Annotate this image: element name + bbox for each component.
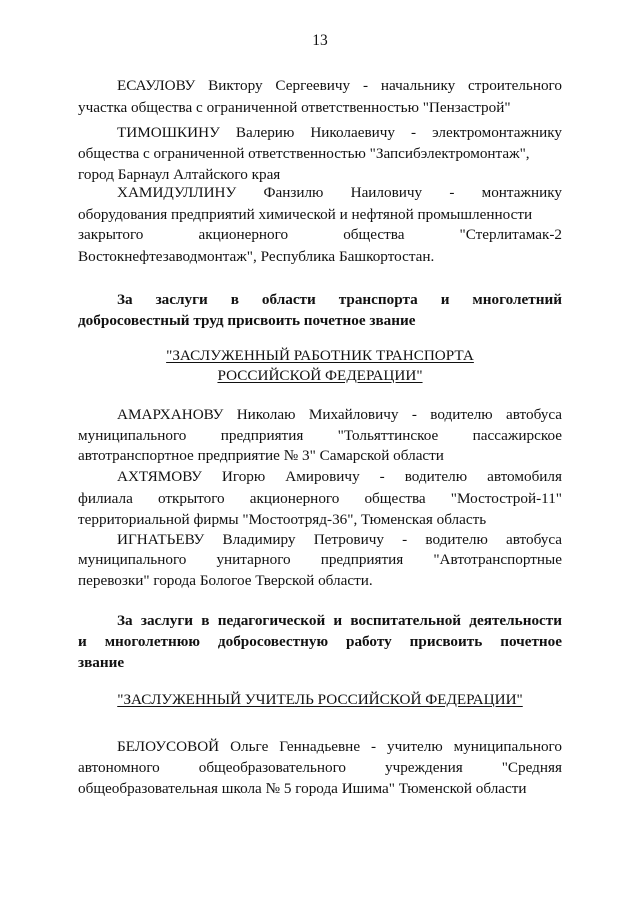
award-entry-line: перевозки" города Бологое Тверской области.: [78, 572, 373, 589]
section-heading-line: добросовестный труд присвоить почетное звание: [78, 312, 416, 329]
award-entry-line: ИГНАТЬЕВУ Владимиру Петровичу - водителю автобуса: [117, 531, 562, 548]
award-entry-line: муниципального предприятия "Тольяттинское пассажирское: [78, 427, 562, 444]
award-entry-line: муниципального унитарного предприятия "Автотранспортные: [78, 551, 562, 568]
award-entry-line: территориальной фирмы "Мостоотряд-36", Тюменская область: [78, 511, 487, 528]
honorary-title-line: "ЗАСЛУЖЕННЫЙ УЧИТЕЛЬ РОССИЙСКОЙ ФЕДЕРАЦИИ": [117, 691, 523, 708]
award-entry-line: ХАМИДУЛЛИНУ Фанзилю Наиловичу - монтажнику: [117, 184, 562, 201]
section-heading-line: За заслуги в педагогической и воспитательной деятельности: [117, 612, 562, 629]
section-heading-line: и многолетнюю добросовестную работу присвоить почетное: [78, 633, 562, 650]
page-number: 13: [312, 32, 328, 49]
award-entry-line: автономного общеобразовательного учреждения "Средняя: [78, 759, 562, 776]
award-entry-line: общества с ограниченной ответственностью "Запсибэлектромонтаж",: [78, 145, 530, 162]
award-entry-line: ЕСАУЛОВУ Виктору Сергеевичу - начальнику строительного: [117, 77, 562, 94]
award-entry-line: ТИМОШКИНУ Валерию Николаевичу - электромонтажнику: [117, 124, 562, 141]
honorary-title-line: "ЗАСЛУЖЕННЫЙ РАБОТНИК ТРАНСПОРТА: [166, 347, 474, 364]
award-entry-line: автотранспортное предприятие № 3" Самарской области: [78, 447, 444, 464]
award-entry-line: закрытого акционерного общества "Стерлитамак-2: [78, 226, 562, 243]
award-entry-line: филиала открытого акционерного общества "Мостострой-11": [78, 490, 562, 507]
award-entry-line: БЕЛОУСОВОЙ Ольге Геннадьевне - учителю муниципального: [117, 738, 562, 755]
section-heading-line: звание: [78, 654, 125, 671]
section-heading-line: За заслуги в области транспорта и многолетний: [117, 291, 562, 308]
award-entry-line: общеобразовательная школа № 5 города Ишима" Тюменской области: [78, 780, 527, 797]
award-entry-line: Востокнефтезаводмонтаж", Республика Башкортостан.: [78, 248, 435, 265]
honorary-title-line: РОССИЙСКОЙ ФЕДЕРАЦИИ": [217, 367, 423, 384]
award-entry-line: АМАРХАНОВУ Николаю Михайловичу - водителю автобуса: [117, 406, 562, 423]
award-entry-line: АХТЯМОВУ Игорю Амировичу - водителю автомобиля: [117, 468, 562, 485]
award-entry-line: город Барнаул Алтайского края: [78, 166, 281, 183]
award-entry-line: оборудования предприятий химической и нефтяной промышленности: [78, 206, 533, 223]
award-entry-line: участка общества с ограниченной ответственностью "Пензастрой": [78, 99, 511, 116]
